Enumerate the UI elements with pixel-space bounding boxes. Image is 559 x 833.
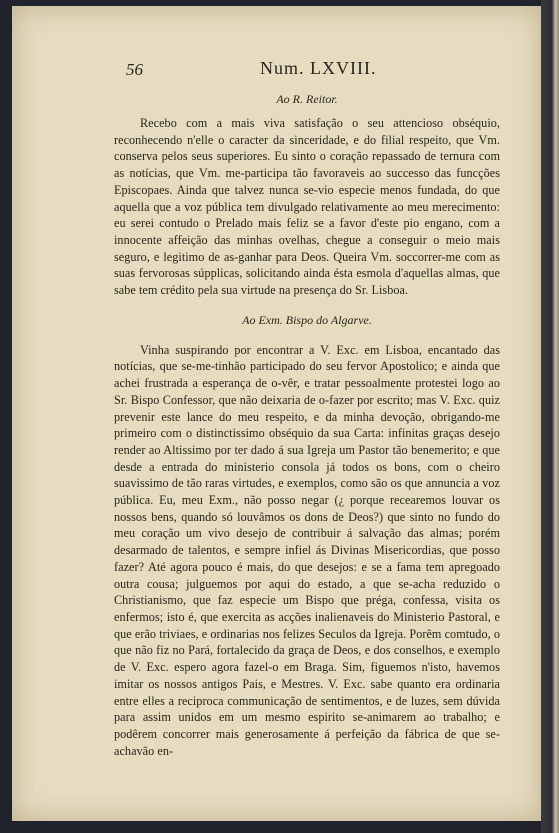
page-header <box>114 58 500 82</box>
letter-heading: Ao R. Reitor. <box>276 92 338 106</box>
letter-section <box>114 313 500 760</box>
page-number: 56 <box>126 60 143 79</box>
page-content <box>114 58 500 759</box>
running-head: Num. LXVIII. <box>260 58 377 78</box>
letter-heading: Ao Exm. Bispo do Algarve. <box>242 312 372 327</box>
page-edge <box>541 0 559 833</box>
letter-body: Vinha suspirando por encontrar a V. Exc. em Lisboa, encantado das notícias, que se-me-tinhão participado do seu fervor Apostolico; e ainda que achei frustrada a esperança de o-vêr, e tratar pessoalmente protestei logo ao Sr. Bispo Confessor, que não deixaria de o-fazer por escrito; mas V. Exc. quiz prevenir este lance do meu respeito, e da minha devoção, obrigando-me primeiro com o distinctissimo obséquio da sua Carta: infinitas graças desejo render ao Altissimo por ter dado á sua Igreja um Pastor tão benemerito; e que desde a entrada do ministerio consola já todos os bons, com o cheiro suavissimo de tão raras virtudes, e exemplos, como são os que annuncia a voz pública. Eu, meu Exm., não posso negar (¿ porque recearemos louvar os nossos bens, quando só louvâmos os dons de Deos?) que sinto no fundo do meu coração um vivo desejo de contribuir á salvação das almas; porém desarmado de talentos, e sempre infiel ás Divinas Misericordias, que posso fazer? Até agora pouco é mais, do que desejos: e se a fama tem apregoado outra cousa; julguemos por aqui do estado, a que se-acha reduzido o Christianismo, que faz especie um Bispo que préga, confessa, visita os enfermos; isto é, que exercita as acções inalienaveis do Ministerio Pastoral, e que erão triviaes, e ordinarias nos felizes Seculos da Igreja. Porêm comtudo, o que não fiz no Pará, fortalecido da graça de Deos, e dos conselhos, e exemplo de V. Exc. espero agora fazel-o em Braga. Sim, figuemos n'isto, havemos imitar os nossos antigos Pais, e Mestres. V. Exc. sabe quanto era ordinaria entre elles a reciproca communicação de sentimentos, e de luzes, sem dúvida para assim unidos em um mesmo espirito se-animarem ao trabalho; e podêrem concorrer mais generosamente á perfeição da fábrica de que se-achavão en- <box>114 342 500 758</box>
letter-section <box>114 92 500 299</box>
letter-body: Recebo com a mais viva satisfação o seu attencioso obséquio, reconhecendo n'elle o caracter da sinceridade, e do filial respeito, que Vm. conserva pelos seus superiores. Eu sinto o coração repassado de ternura com as notícias, que Vm. me-participa tão favoraveis ao successo das funcções Episcopaes. Ainda que talvez nunca se-vio especie menos fundada, do que aquella que a voz pública tem divulgado relativamente ao meu merecimento: eu serei contudo o Prelado mais feliz se a favor d'este pio engano, com a innocente affeição das minhas ovelhas, chegue a conseguir o meio mais seguro, e legitimo de as-ganhar para Deos. Queira Vm. soccorrer-me com as suas fervorosas súpplicas, solicitando ainda ésta esmola d'aquellas almas, que sabe tem crédito pela sua virtude na presença do Sr. Lisboa. <box>114 116 500 298</box>
